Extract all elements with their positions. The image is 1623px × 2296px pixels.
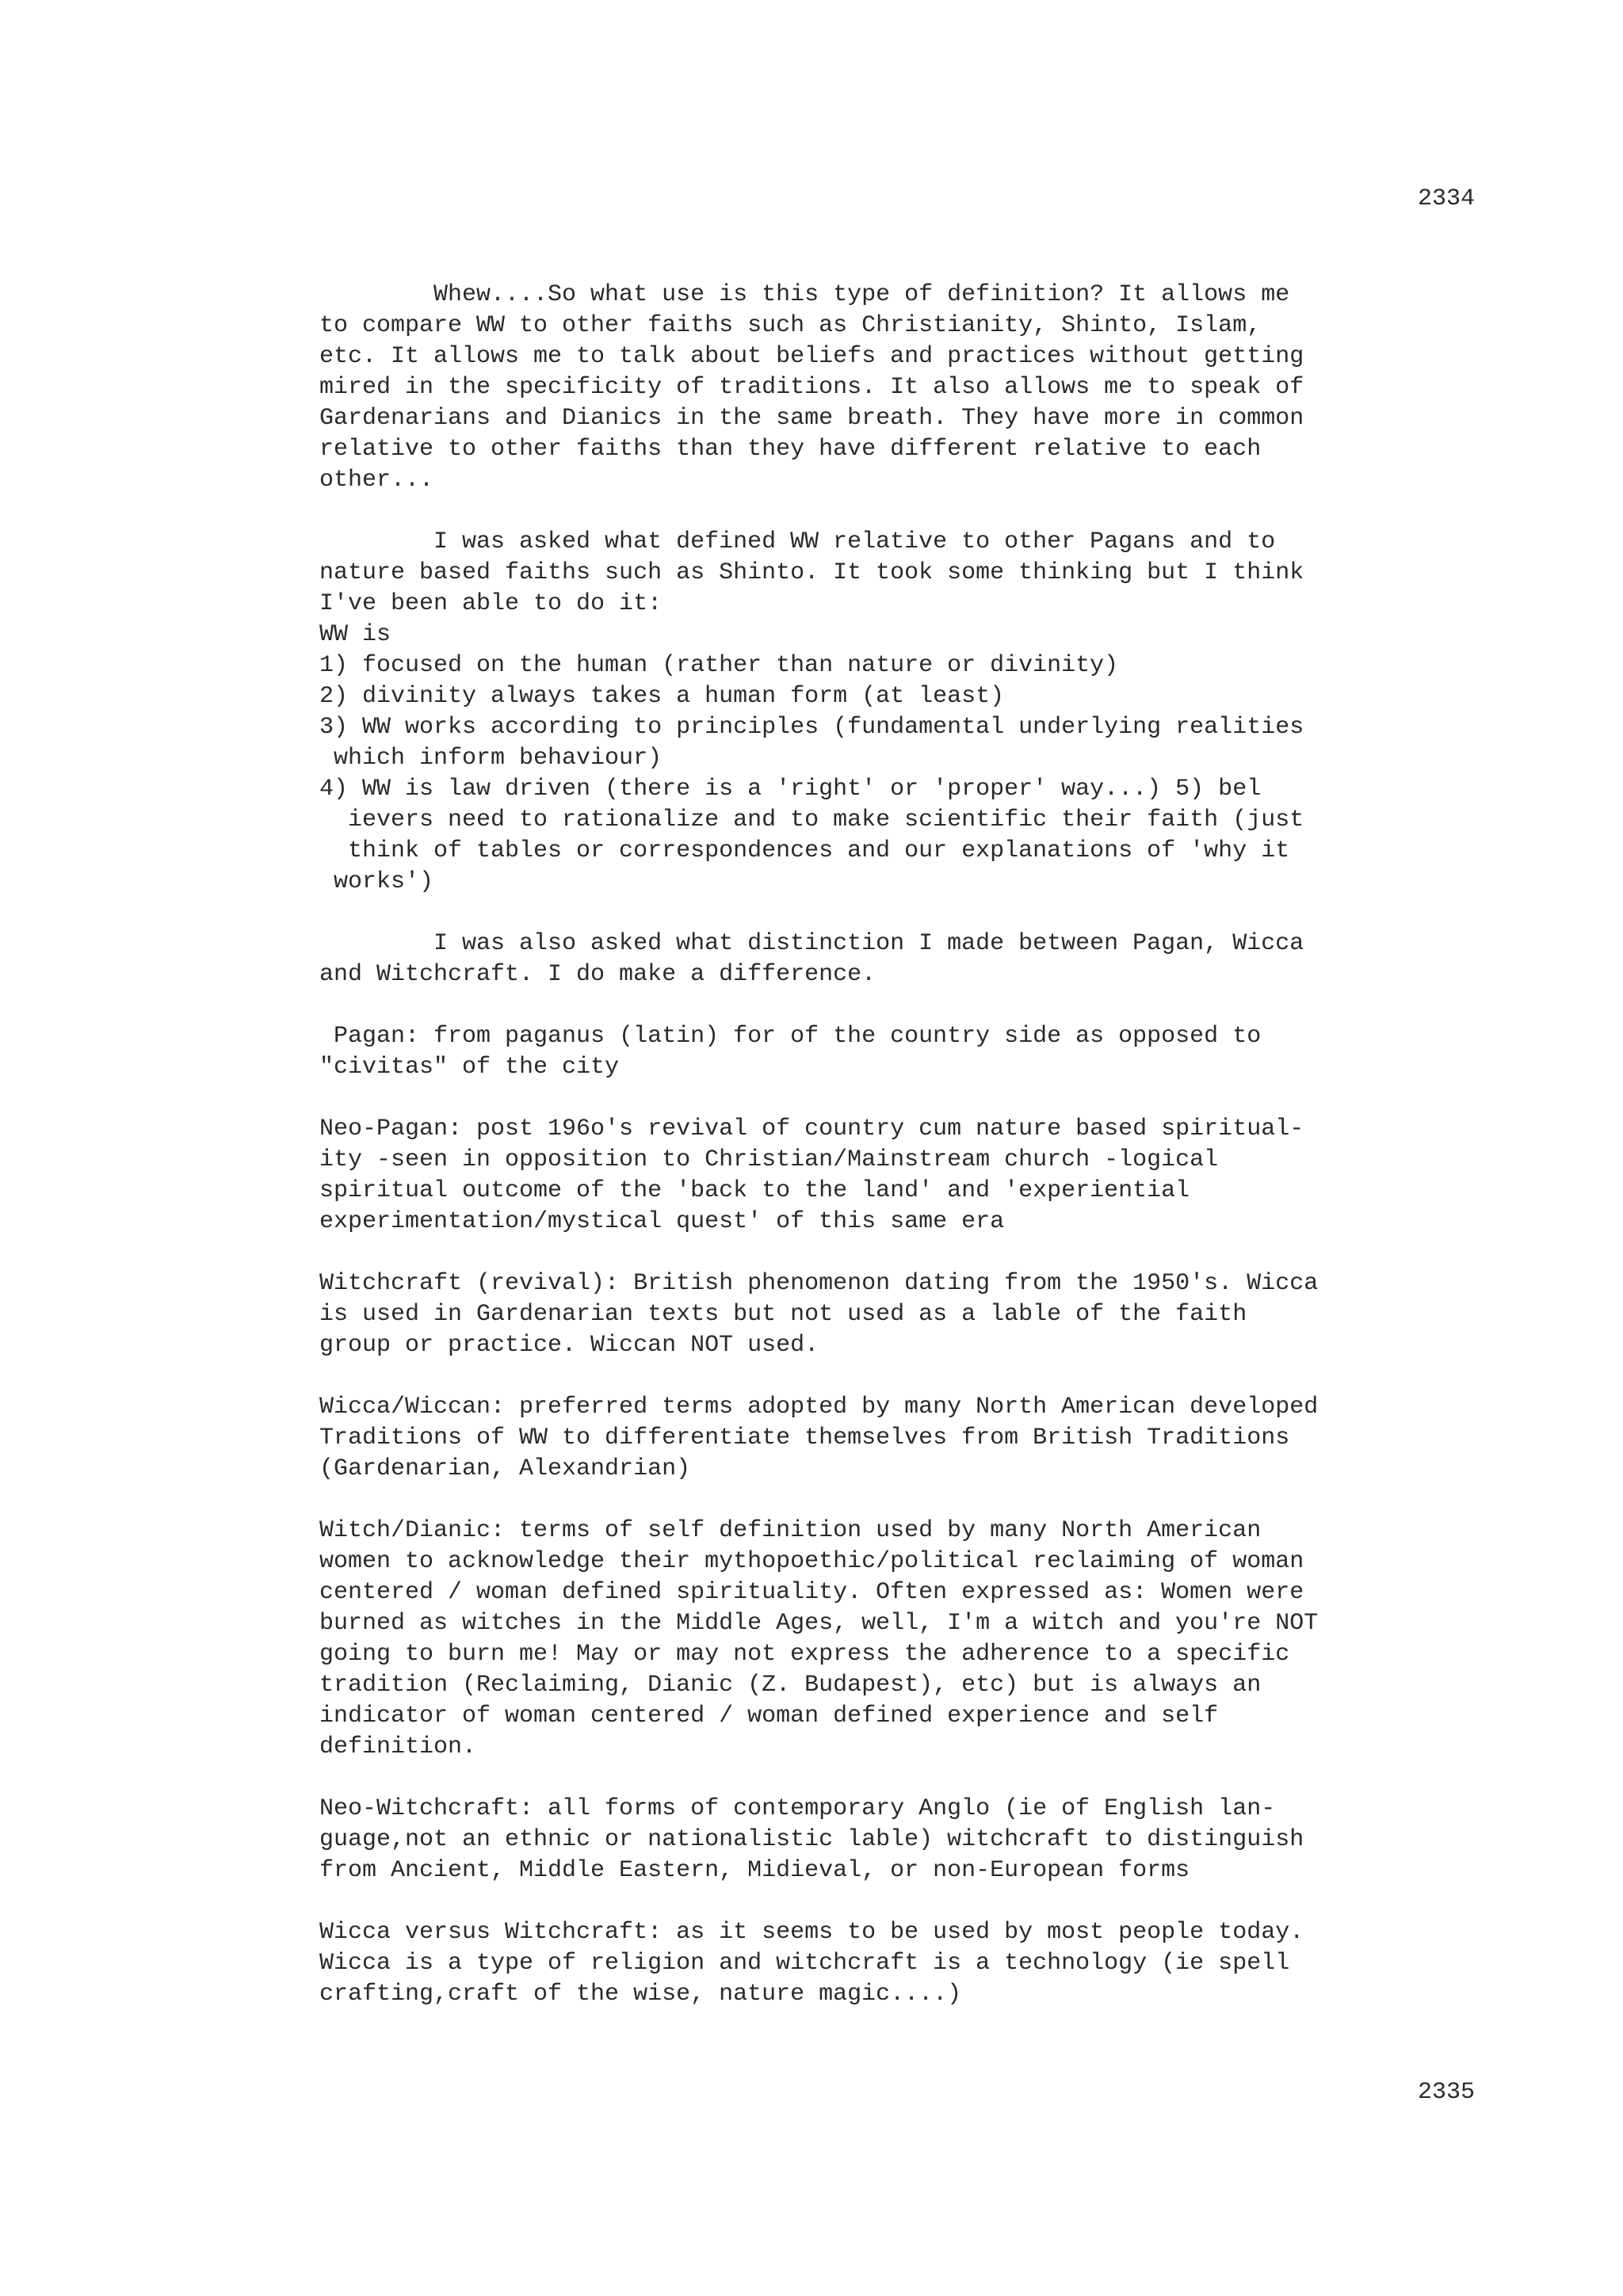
text-line: "civitas" of the city — [319, 1054, 620, 1081]
text-line: I've been able to do it: — [319, 590, 663, 617]
blank-line — [319, 1083, 1492, 1114]
text-line: definition. — [319, 1733, 477, 1760]
page-number-top: 2334 — [1417, 185, 1475, 212]
text-line: group or practice. Wiccan NOT used. — [319, 1332, 819, 1359]
text-line: 1) focused on the human (rather than nature or divinity) — [319, 652, 1119, 679]
text-line: experimentation/mystical quest' of this same era — [319, 1208, 1005, 1235]
text-line: (Gardenarian, Alexandrian) — [319, 1455, 691, 1482]
text-line: ievers need to rationalize and to make scientific their faith (just — [319, 807, 1304, 833]
text-line: centered / woman defined spirituality. Often expressed as: Women were — [319, 1579, 1304, 1606]
text-line: indicator of woman centered / woman defined experience and self — [319, 1703, 1219, 1730]
text-line: works') — [319, 868, 434, 895]
text-line: which inform behaviour) — [319, 745, 663, 772]
text-line: going to burn me! May or may not express the adherence to a specific — [319, 1641, 1290, 1668]
text-line: etc. It allows me to talk about beliefs and practices without getting — [319, 343, 1304, 370]
blank-line — [319, 1763, 1492, 1794]
text-line: ity -seen in opposition to Christian/Mainstream church -logical — [319, 1146, 1219, 1173]
text-line: 2) divinity always takes a human form (at least) — [319, 683, 1005, 710]
text-line: Whew....So what use is this type of definition? It allows me — [319, 281, 1290, 308]
text-line: I was asked what defined WW relative to other Pagans and to — [319, 528, 1276, 555]
text-line: from Ancient, Middle Eastern, Midieval, or non-European forms — [319, 1857, 1190, 1884]
page-number-bottom: 2335 — [1417, 2079, 1475, 2106]
text-line: and Witchcraft. I do make a difference. — [319, 961, 876, 988]
text-line: Pagan: from paganus (latin) for of the country side as opposed to — [319, 1023, 1262, 1050]
text-line: spiritual outcome of the 'back to the land' and 'experiential — [319, 1177, 1190, 1204]
text-line: is used in Gardenarian texts but not used as a lable of the faith — [319, 1301, 1247, 1328]
text-line: crafting,craft of the wise, nature magic....) — [319, 1981, 962, 2008]
text-line: other... — [319, 467, 434, 494]
blank-line — [319, 990, 1492, 1021]
text-line: Neo-Witchcraft: all forms of contemporary Anglo (ie of English lan- — [319, 1795, 1276, 1822]
blank-line — [319, 898, 1492, 929]
blank-line — [319, 1886, 1492, 1917]
text-line: Traditions of WW to differentiate themselves from British Traditions — [319, 1425, 1290, 1451]
text-line: Neo-Pagan: post 196o's revival of country cum nature based spiritual- — [319, 1116, 1304, 1142]
text-line: WW is — [319, 621, 391, 648]
text-line: relative to other faiths than they have different relative to each — [319, 436, 1262, 463]
text-line: nature based faiths such as Shinto. It took some thinking but I think — [319, 559, 1304, 586]
text-line: Gardenarians and Dianics in the same breath. They have more in common — [319, 405, 1304, 432]
text-line: tradition (Reclaiming, Dianic (Z. Budapest), etc) but is always an — [319, 1672, 1262, 1699]
text-line: burned as witches in the Middle Ages, well, I'm a witch and you're NOT — [319, 1610, 1319, 1637]
text-line: 3) WW works according to principles (fundamental underlying realities — [319, 714, 1304, 741]
text-line: women to acknowledge their mythopoethic/political reclaiming of woman — [319, 1548, 1304, 1575]
text-line: 4) WW is law driven (there is a 'right' or 'proper' way...) 5) bel — [319, 776, 1262, 803]
text-line: Wicca is a type of religion and witchcraft is a technology (ie spell — [319, 1950, 1290, 1977]
text-line: to compare WW to other faiths such as Christianity, Shinto, Islam, — [319, 312, 1262, 339]
blank-line — [319, 496, 1492, 527]
text-line: guage,not an ethnic or nationalistic lable) witchcraft to distinguish — [319, 1826, 1304, 1853]
text-line: Wicca/Wiccan: preferred terms adopted by many North American developed — [319, 1394, 1319, 1421]
blank-line — [319, 1485, 1492, 1516]
document-body — [319, 280, 1492, 2010]
blank-line — [319, 1238, 1492, 1268]
text-line: Witch/Dianic: terms of self definition used by many North American — [319, 1517, 1262, 1544]
text-line: Wicca versus Witchcraft: as it seems to be used by most people today. — [319, 1919, 1304, 1946]
text-line: Witchcraft (revival): British phenomenon dating from the 1950's. Wicca — [319, 1270, 1319, 1297]
text-line: think of tables or correspondences and our explanations of 'why it — [319, 837, 1290, 864]
blank-line — [319, 1361, 1492, 1392]
text-line: mired in the specificity of traditions. It also allows me to speak of — [319, 374, 1304, 401]
text-line: I was also asked what distinction I made between Pagan, Wicca — [319, 930, 1304, 957]
